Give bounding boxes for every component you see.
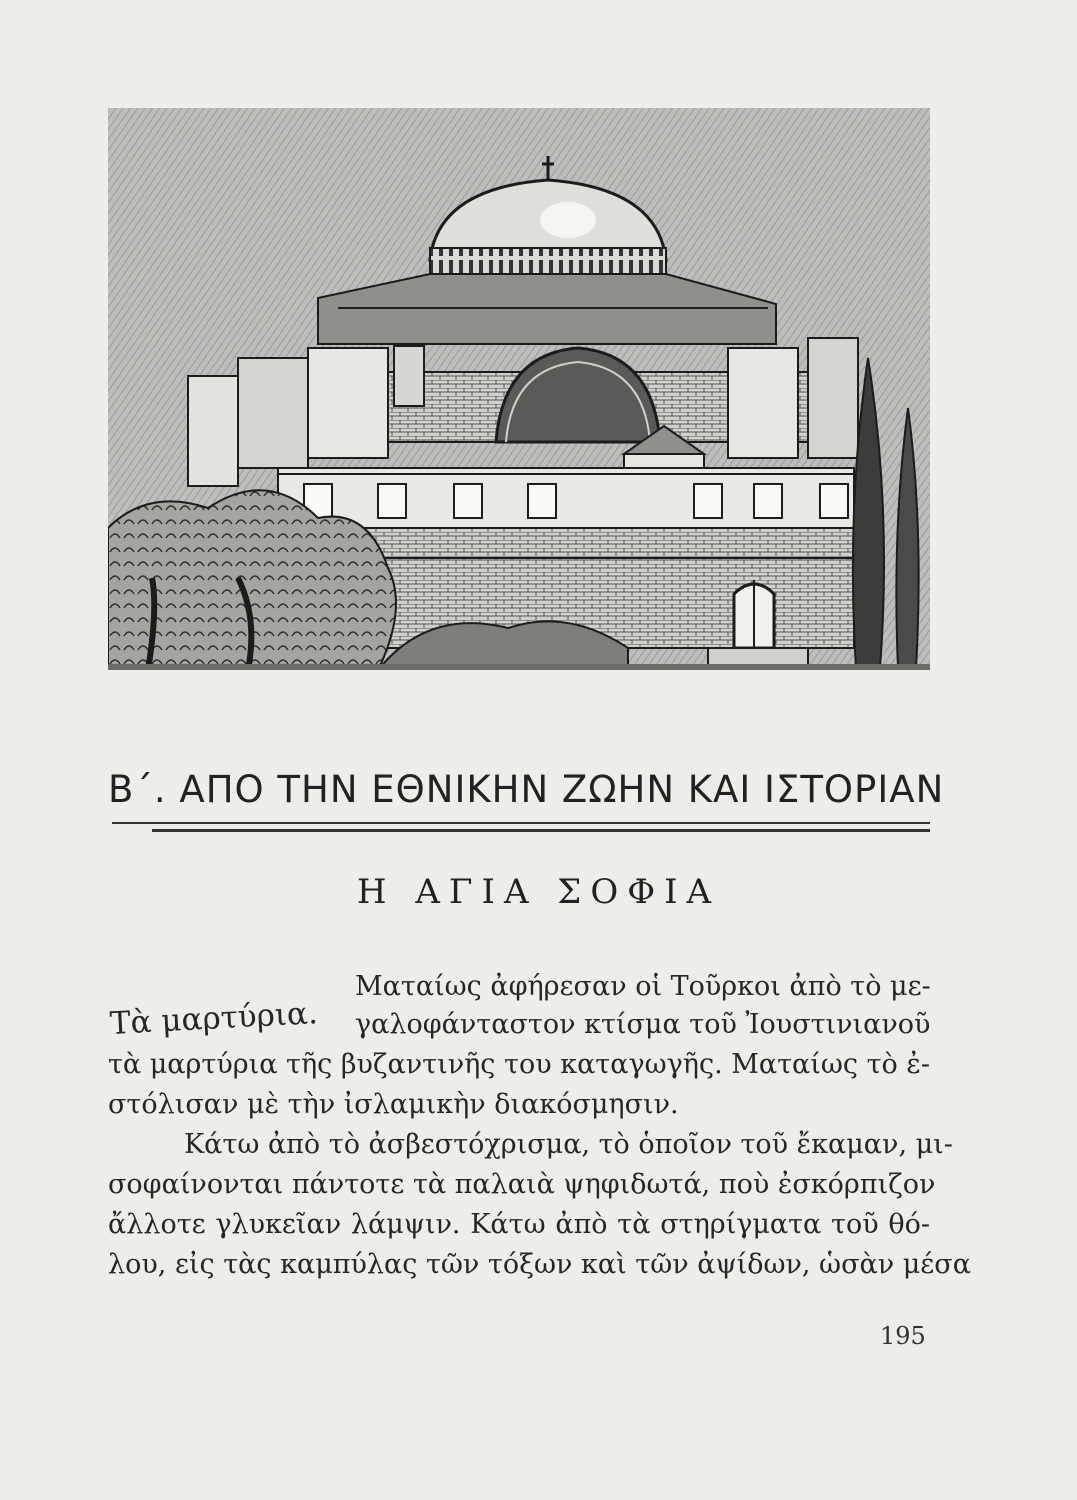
body-line: σοφαίνονται πάντοτε τὰ παλαιὰ ψηφιδωτά, ποὺ ἐσκόρπιζον (108, 1169, 936, 1200)
body-line: τὰ μαρτύρια τῆς βυζαντινῆς του καταγωγῆς. Ματαίως τὸ ἐ- (108, 1049, 930, 1080)
margin-note: Τὰ μαρτύρια. (109, 995, 319, 1042)
body-line: Κάτω ἀπὸ τὸ ἀσβεστόχρισμα, τὸ ὁποῖον τοῦ ἔκαμαν, μι- (184, 1129, 953, 1160)
body-line: λου, εἰς τὰς καμπύλας τῶν τόξων καὶ τῶν ἀψίδων, ὡσὰν μέσα (108, 1249, 971, 1280)
section-heading: Β΄. ΑΠΟ ΤΗΝ ΕΘΝΙΚΗΝ ΖΩΗΝ ΚΑΙ ΙΣΤΟΡΙΑΝ (108, 768, 945, 811)
engraving-svg (108, 108, 930, 670)
chapter-title: Η ΑΓΙΑ ΣΟΦΙΑ (356, 872, 721, 912)
ground (108, 664, 930, 670)
body-line: ἄλλοτε γλυκεῖαν λάμψιν. Κάτω ἀπὸ τὰ στηρίγματα τοῦ θό- (108, 1209, 930, 1240)
heading-rule-thin (112, 822, 930, 824)
page-number: 195 (880, 1322, 926, 1350)
hagia-sophia-illustration (108, 108, 930, 670)
heading-rule-thick (152, 829, 930, 832)
body-line: Ματαίως ἀφήρεσαν οἱ Τοῦρκοι ἀπὸ τὸ με- (355, 971, 931, 1002)
body-line: γαλοφάνταστον κτίσμα τοῦ Ἰουστινιανοῦ (355, 1009, 931, 1040)
body-line: στόλισαν μὲ τὴν ἰσλαμικὴν διακόσμησιν. (108, 1089, 679, 1120)
